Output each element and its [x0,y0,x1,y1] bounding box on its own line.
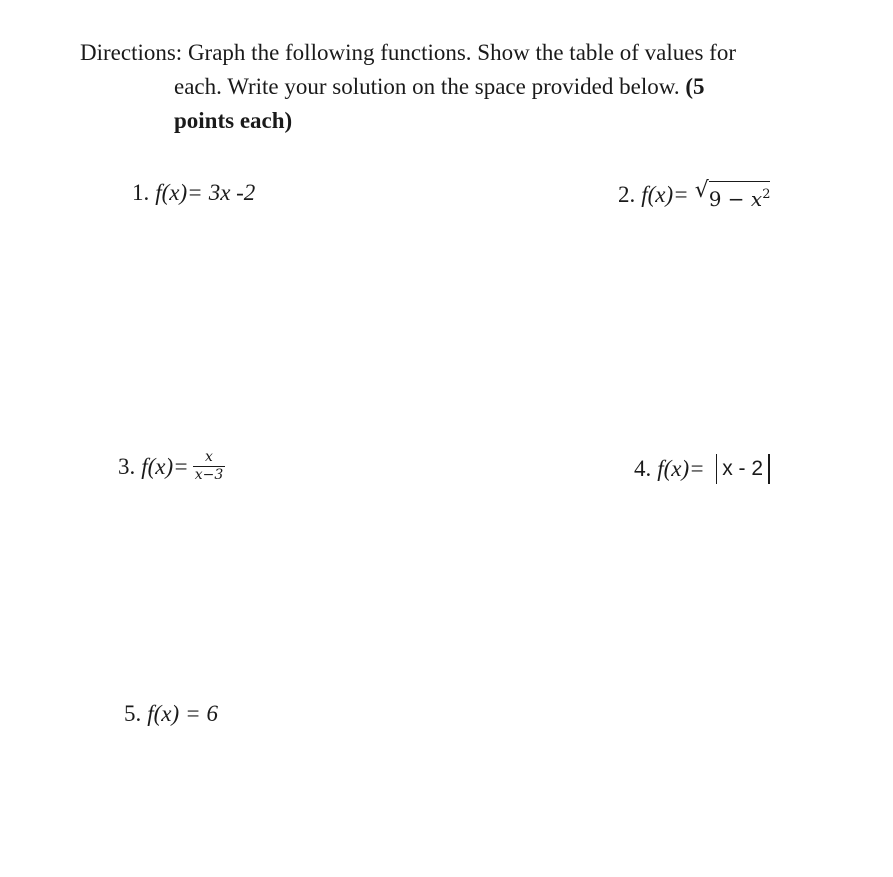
directions-points-each: points each) [174,108,293,133]
problem-number: 5. [124,701,142,726]
absolute-value-bar-right [768,454,770,484]
problem-number: 3. [118,453,136,479]
problem-4 [634,454,775,484]
function-name: f(x) [147,701,180,726]
function-name: f(x)= [141,453,189,479]
fraction [193,450,226,483]
directions-line-3 [80,104,820,138]
radical-sign: √ [694,178,709,203]
fraction-denominator: x−3 [194,467,224,483]
problem-3 [118,450,225,483]
function-name: f(x)= [657,456,705,481]
problem-1 [132,180,255,206]
directions-line-1: Directions: Graph the following functions. Show the table of values for [80,40,736,65]
radicand-variable: x [750,187,763,211]
function-expression: = 6 [185,701,218,726]
radicand-constant: 9 − [708,187,751,211]
problem-number: 2. [618,181,636,207]
directions-points-bold: (5 [685,74,705,99]
function-expression: 3x -2 [208,180,256,205]
radicand [709,181,771,211]
function-name: f(x)= [155,180,203,205]
problem-number: 4. [634,456,652,481]
absolute-value-bar-left [716,454,718,484]
problem-number: 1. [132,180,150,205]
square-root-expression [695,178,771,211]
problem-5 [124,701,218,727]
directions-line-2-text: each. Write your solution on the space provided below. [174,74,680,99]
directions-text [80,36,820,138]
directions-line-2 [80,70,820,104]
fraction-numerator: x [205,449,213,465]
absolute-value-expression [711,454,775,484]
radicand-exponent: 2 [762,187,771,202]
function-name: f(x)= [641,181,689,207]
problem-2 [618,178,770,211]
absolute-value-inner: x - 2 [722,457,764,480]
